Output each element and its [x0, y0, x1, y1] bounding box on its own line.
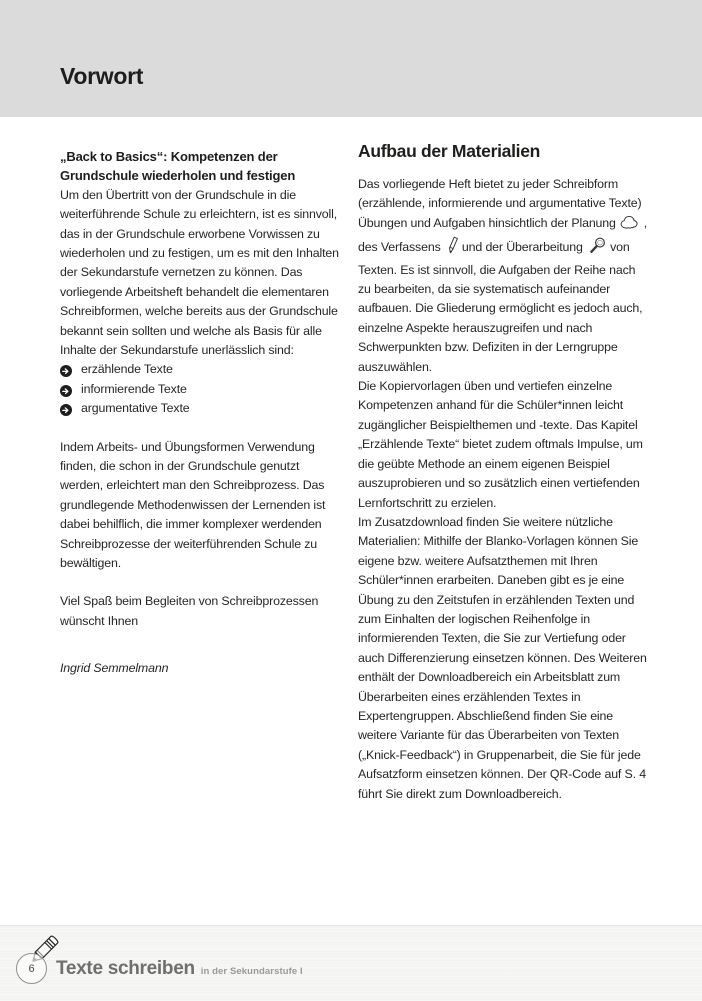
list-item — [60, 399, 345, 418]
list-item-label: erzählende Texte — [81, 362, 173, 377]
arrow-circle-bullet-icon — [60, 364, 72, 376]
left-column — [60, 147, 345, 679]
footer-band — [0, 925, 702, 1001]
right-paragraph-3: Im Zusatzdownload finden Sie weitere nützliche Materialien: Mithilfe der Blanko-Vorlagen können Sie eigene bzw. weitere Aufsatzthemen mit Ihren Schüler*innen erarbeiten. Daneben gibt es je eine Übung zu den Zeitstufen in erzählenden Texten und zum Einhalten der logischen Reihenfolge in informierenden Texten, die Sie zur Vertiefung oder auch Differenzierung einsetzen können. Des Weiteren enthält der Downloadbereich ein Arbeitsblatt zum Überarbeiten eines erzählenden Textes in Expertengruppen. Abschließend finden Sie eine weitere Variante für das Überarbeiten von Texten („Knick-Feedback“) in Gruppenarbeit, die Sie für jede Aufsatzform einsetzen können. Der QR-Code auf S. 4 führt Sie direkt zum Downloadbereich. — [358, 514, 647, 801]
page-number-badge — [16, 953, 47, 984]
text-types-list — [60, 360, 345, 418]
right-column-heading: Aufbau der Materialien — [358, 141, 541, 161]
right-paragraph-1-seg2: , des Verfassens — [358, 215, 648, 255]
list-item — [60, 380, 345, 399]
left-paragraph-1: Um den Übertritt von der Grundschule in die weiterführende Schule zu erleichtern, ist es sinnvoll, das in der Grundschule erworbene Vorwissen zu wiederholen und zu festigen, um es mit den Inhalten der Sekundarstufe vernetzen zu können. Das vorliegende Arbeitsheft behandelt die elementaren Schreibformen, welche bereits aus der Grundschule bekannt sein sollten und welche als Basis für alle Inhalte der Sekundarstufe unerlässlich sind: — [60, 187, 339, 358]
cloud-icon — [619, 215, 641, 236]
right-paragraph-1-seg4: von Texten. Es ist sinnvoll, die Aufgaben der Reihe nach zu bearbeiten, da sie systematisch aufeinander aufbauen. Die Gliederung ermöglicht es jedoch auch, einzelne Aspekte herauszugreifen und nach Schwerpunkten bzw. Defiziten in der Lerngruppe auszuwählen. — [358, 240, 643, 374]
magnifier-icon — [589, 237, 607, 260]
arrow-circle-bullet-icon — [60, 403, 72, 415]
header-band — [0, 0, 702, 117]
list-item-label: informierende Texte — [81, 381, 187, 396]
left-paragraph-2: Indem Arbeits- und Übungsformen Verwendung finden, die schon in der Grundschule genutzt werden, erleichtert man den Schreibprozess. Das grundlegende Methodenwissen der Lernenden ist dabei behilflich, die immer komplexer werdenden Schreibprozesse der weiterführenden Schule zu bewältigen. — [60, 439, 326, 571]
arrow-circle-bullet-icon — [60, 384, 72, 396]
right-paragraph-2: Die Kopiervorlagen üben und vertiefen einzelne Kompetenzen anhand für die Schüler*innen leicht zugänglicher Beispielthemen und -texte. Das Kapitel „Erzählende Texte“ bietet zudem oftmals Impulse, um die geübte Methode an einem eigenen Beispiel auszuprobieren und so zusätzlich einen vertiefenden Lernfortschritt zu erzielen. — [358, 379, 643, 510]
series-title: Texte schreiben — [56, 958, 195, 979]
footer-title-group — [56, 958, 303, 980]
right-paragraph-1 — [358, 175, 649, 377]
left-paragraph-3: Viel Spaß beim Begleiten von Schreibprozessen wünscht Ihnen — [60, 594, 319, 628]
right-paragraph-1-seg3: und der Überarbeitung — [461, 240, 587, 255]
left-column-heading: „Back to Basics“: Kompetenzen der Grundschule wiederholen und festigen — [60, 149, 296, 184]
series-subtitle: in der Sekundarstufe I — [200, 966, 303, 977]
right-column — [358, 141, 649, 804]
right-paragraph-1-seg1: Das vorliegende Heft bietet zu jeder Schreibform (erzählende, informierende und argumentative Texte) Übungen und Aufgaben hinsichtlich der Planung — [358, 177, 642, 230]
pencil-icon — [447, 236, 459, 260]
list-item — [60, 360, 345, 379]
author-signature: Ingrid Semmelmann — [60, 661, 169, 676]
list-item-label: argumentative Texte — [81, 401, 190, 416]
page-title: Vorwort — [60, 63, 144, 89]
page-number: 6 — [28, 962, 35, 975]
